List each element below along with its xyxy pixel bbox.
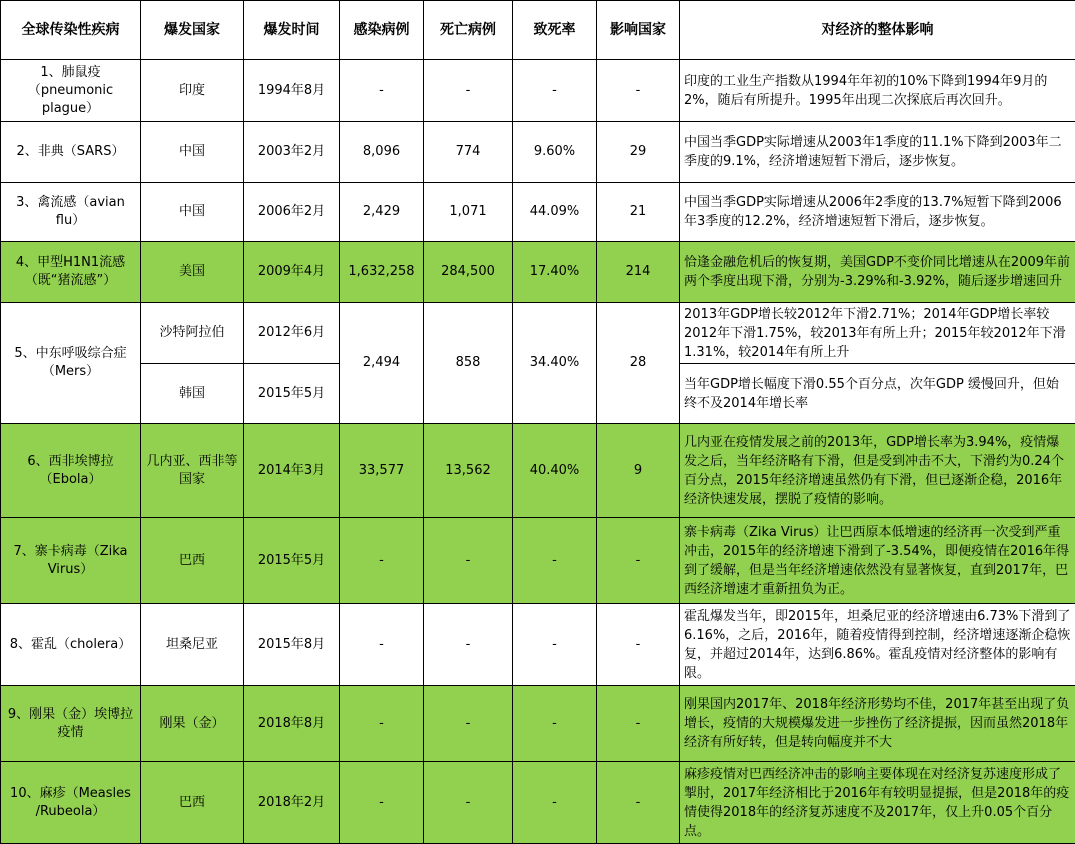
header-fatality-rate: 致死率 bbox=[513, 1, 597, 60]
deaths-cell: - bbox=[424, 762, 513, 844]
rate-cell: - bbox=[513, 762, 597, 844]
infected-cell: 2,429 bbox=[340, 183, 424, 242]
disease-cell: 7、寨卡病毒（Zika Virus） bbox=[1, 518, 141, 604]
table-row bbox=[1, 424, 1075, 518]
time-cell: 2006年2月 bbox=[244, 183, 340, 242]
effect-cell: 几内亚在疫情发展之前的2013年，GDP增长率为3.94%，疫情爆发之后，当年经济略有下滑，但是受到冲击不大，下滑约为0.24个百分点，2015年经济增速虽然仍有下滑，但已逐渐企稳，2016年经济快速发展，摆脱了疫情的影响。 bbox=[680, 424, 1075, 518]
table-row bbox=[1, 122, 1075, 183]
time-cell: 2003年2月 bbox=[244, 122, 340, 183]
country-cell: 中国 bbox=[141, 122, 244, 183]
infected-cell: 8,096 bbox=[340, 122, 424, 183]
rate-cell: - bbox=[513, 604, 597, 686]
effect-cell: 麻疹疫情对巴西经济冲击的影响主要体现在对经济复苏速度形成了掣肘，2017年经济相比于2016年有较明显提振，但是2018年的疫情使得2018年的经济复苏速度不及2017年，仅上升0.05个百分点。 bbox=[680, 762, 1075, 844]
disease-cell: 3、禽流感（avian flu） bbox=[1, 183, 141, 242]
effect-cell: 中国当季GDP实际增速从2006年2季度的13.7%短暂下降到2006年3季度的12.2%，经济增速短暂下滑后，逐步恢复。 bbox=[680, 183, 1075, 242]
time-cell: 2018年8月 bbox=[244, 686, 340, 762]
rate-cell: 9.60% bbox=[513, 122, 597, 183]
disease-cell: 8、霍乱（cholera） bbox=[1, 604, 141, 686]
rate-cell: - bbox=[513, 686, 597, 762]
countries-cell: 9 bbox=[597, 424, 680, 518]
header-time: 爆发时间 bbox=[244, 1, 340, 60]
header-country: 爆发国家 bbox=[141, 1, 244, 60]
infected-cell: 1,632,258 bbox=[340, 242, 424, 303]
disease-cell: 5、中东呼吸综合症（Mers） bbox=[1, 303, 141, 424]
country-cell: 几内亚、西非等国家 bbox=[141, 424, 244, 518]
rate-cell: - bbox=[513, 518, 597, 604]
time-cell: 2009年4月 bbox=[244, 242, 340, 303]
infected-cell: 33,577 bbox=[340, 424, 424, 518]
deaths-cell: 858 bbox=[424, 303, 513, 424]
effect-cell: 刚果国内2017年、2018年经济形势均不佳，2017年甚至出现了负增长，疫情的大规模爆发进一步挫伤了经济提振，因而虽然2018年经济有所好转，但是转向幅度并不大 bbox=[680, 686, 1075, 762]
countries-cell: 214 bbox=[597, 242, 680, 303]
effect-cell: 当年GDP增长幅度下滑0.55个百分点，次年GDP 缓慢回升，但始终不及2014年增长率 bbox=[680, 364, 1075, 424]
countries-cell: - bbox=[597, 604, 680, 686]
infected-cell: 2,494 bbox=[340, 303, 424, 424]
time-cell: 2015年5月 bbox=[244, 364, 340, 424]
rate-cell: 44.09% bbox=[513, 183, 597, 242]
country-cell: 中国 bbox=[141, 183, 244, 242]
countries-cell: 28 bbox=[597, 303, 680, 424]
disease-cell: 10、麻疹（Measles /Rubeola） bbox=[1, 762, 141, 844]
country-cell: 美国 bbox=[141, 242, 244, 303]
table-row bbox=[1, 518, 1075, 604]
country-cell: 坦桑尼亚 bbox=[141, 604, 244, 686]
rate-cell: - bbox=[513, 60, 597, 122]
disease-cell: 6、西非埃博拉（Ebola） bbox=[1, 424, 141, 518]
infected-cell: - bbox=[340, 604, 424, 686]
countries-cell: - bbox=[597, 686, 680, 762]
time-cell: 2015年8月 bbox=[244, 604, 340, 686]
header-affected-countries: 影响国家 bbox=[597, 1, 680, 60]
table-row bbox=[1, 686, 1075, 762]
time-cell: 2012年6月 bbox=[244, 303, 340, 364]
disease-cell: 9、刚果（金）埃博拉疫情 bbox=[1, 686, 141, 762]
header-infected: 感染病例 bbox=[340, 1, 424, 60]
table-row bbox=[1, 60, 1075, 122]
header-disease: 全球传染性疾病 bbox=[1, 1, 141, 60]
deaths-cell: 1,071 bbox=[424, 183, 513, 242]
effect-cell: 中国当季GDP实际增速从2003年1季度的11.1%下降到2003年二季度的9.1%，经济增速短暂下滑后，逐步恢复。 bbox=[680, 122, 1075, 183]
header-deaths: 死亡病例 bbox=[424, 1, 513, 60]
effect-cell: 恰逢金融危机后的恢复期，美国GDP不变价同比增速从在2009年前两个季度出现下滑，分别为-3.29%和-3.92%，随后逐步增速回升 bbox=[680, 242, 1075, 303]
rate-cell: 34.40% bbox=[513, 303, 597, 424]
table-row bbox=[1, 762, 1075, 844]
infected-cell: - bbox=[340, 762, 424, 844]
time-cell: 2014年3月 bbox=[244, 424, 340, 518]
disease-cell: 1、肺鼠疫（pneumonic plague） bbox=[1, 60, 141, 122]
effect-cell: 霍乱爆发当年，即2015年，坦桑尼亚的经济增速由6.73%下滑到了6.16%，之后，2016年，随着疫情得到控制，经济增速逐渐企稳恢复，并超过2014年，达到6.86%。霍乱疫情对经济整体的影响有限。 bbox=[680, 604, 1075, 686]
table-row bbox=[1, 183, 1075, 242]
effect-cell: 2013年GDP增长较2012年下滑2.71%；2014年GDP增长率较2012年下滑1.75%，较2013年有所上升；2015年较2012年下滑1.31%，较2014年有所上升 bbox=[680, 303, 1075, 364]
effect-cell: 寨卡病毒（Zika Virus）让巴西原本低增速的经济再一次受到严重冲击，2015年的经济增速下滑到了-3.54%，即便疫情在2016年得到了缓解，但是当年经济增速依然没有显著恢复，直到2017年，巴西经济增速才重新扭负为正。 bbox=[680, 518, 1075, 604]
countries-cell: 29 bbox=[597, 122, 680, 183]
deaths-cell: - bbox=[424, 60, 513, 122]
infected-cell: - bbox=[340, 518, 424, 604]
time-cell: 2015年5月 bbox=[244, 518, 340, 604]
country-cell: 韩国 bbox=[141, 364, 244, 424]
deaths-cell: 774 bbox=[424, 122, 513, 183]
table-row bbox=[1, 604, 1075, 686]
countries-cell: - bbox=[597, 762, 680, 844]
countries-cell: - bbox=[597, 60, 680, 122]
deaths-cell: 13,562 bbox=[424, 424, 513, 518]
disease-cell: 4、甲型H1N1流感（既“猪流感”） bbox=[1, 242, 141, 303]
effect-cell: 印度的工业生产指数从1994年年初的10%下降到1994年9月的2%，随后有所提升。1995年出现二次探底后再次回升。 bbox=[680, 60, 1075, 122]
country-cell: 巴西 bbox=[141, 518, 244, 604]
header-economic-impact: 对经济的整体影响 bbox=[680, 1, 1075, 60]
deaths-cell: - bbox=[424, 604, 513, 686]
deaths-cell: - bbox=[424, 518, 513, 604]
countries-cell: - bbox=[597, 518, 680, 604]
deaths-cell: 284,500 bbox=[424, 242, 513, 303]
infected-cell: - bbox=[340, 60, 424, 122]
deaths-cell: - bbox=[424, 686, 513, 762]
disease-cell: 2、非典（SARS） bbox=[1, 122, 141, 183]
rate-cell: 17.40% bbox=[513, 242, 597, 303]
country-cell: 沙特阿拉伯 bbox=[141, 303, 244, 364]
table-row bbox=[1, 303, 1075, 364]
country-cell: 刚果（金） bbox=[141, 686, 244, 762]
rate-cell: 40.40% bbox=[513, 424, 597, 518]
time-cell: 2018年2月 bbox=[244, 762, 340, 844]
infected-cell: - bbox=[340, 686, 424, 762]
table-row bbox=[1, 242, 1075, 303]
countries-cell: 21 bbox=[597, 183, 680, 242]
country-cell: 印度 bbox=[141, 60, 244, 122]
time-cell: 1994年8月 bbox=[244, 60, 340, 122]
country-cell: 巴西 bbox=[141, 762, 244, 844]
header-row bbox=[1, 1, 1075, 60]
